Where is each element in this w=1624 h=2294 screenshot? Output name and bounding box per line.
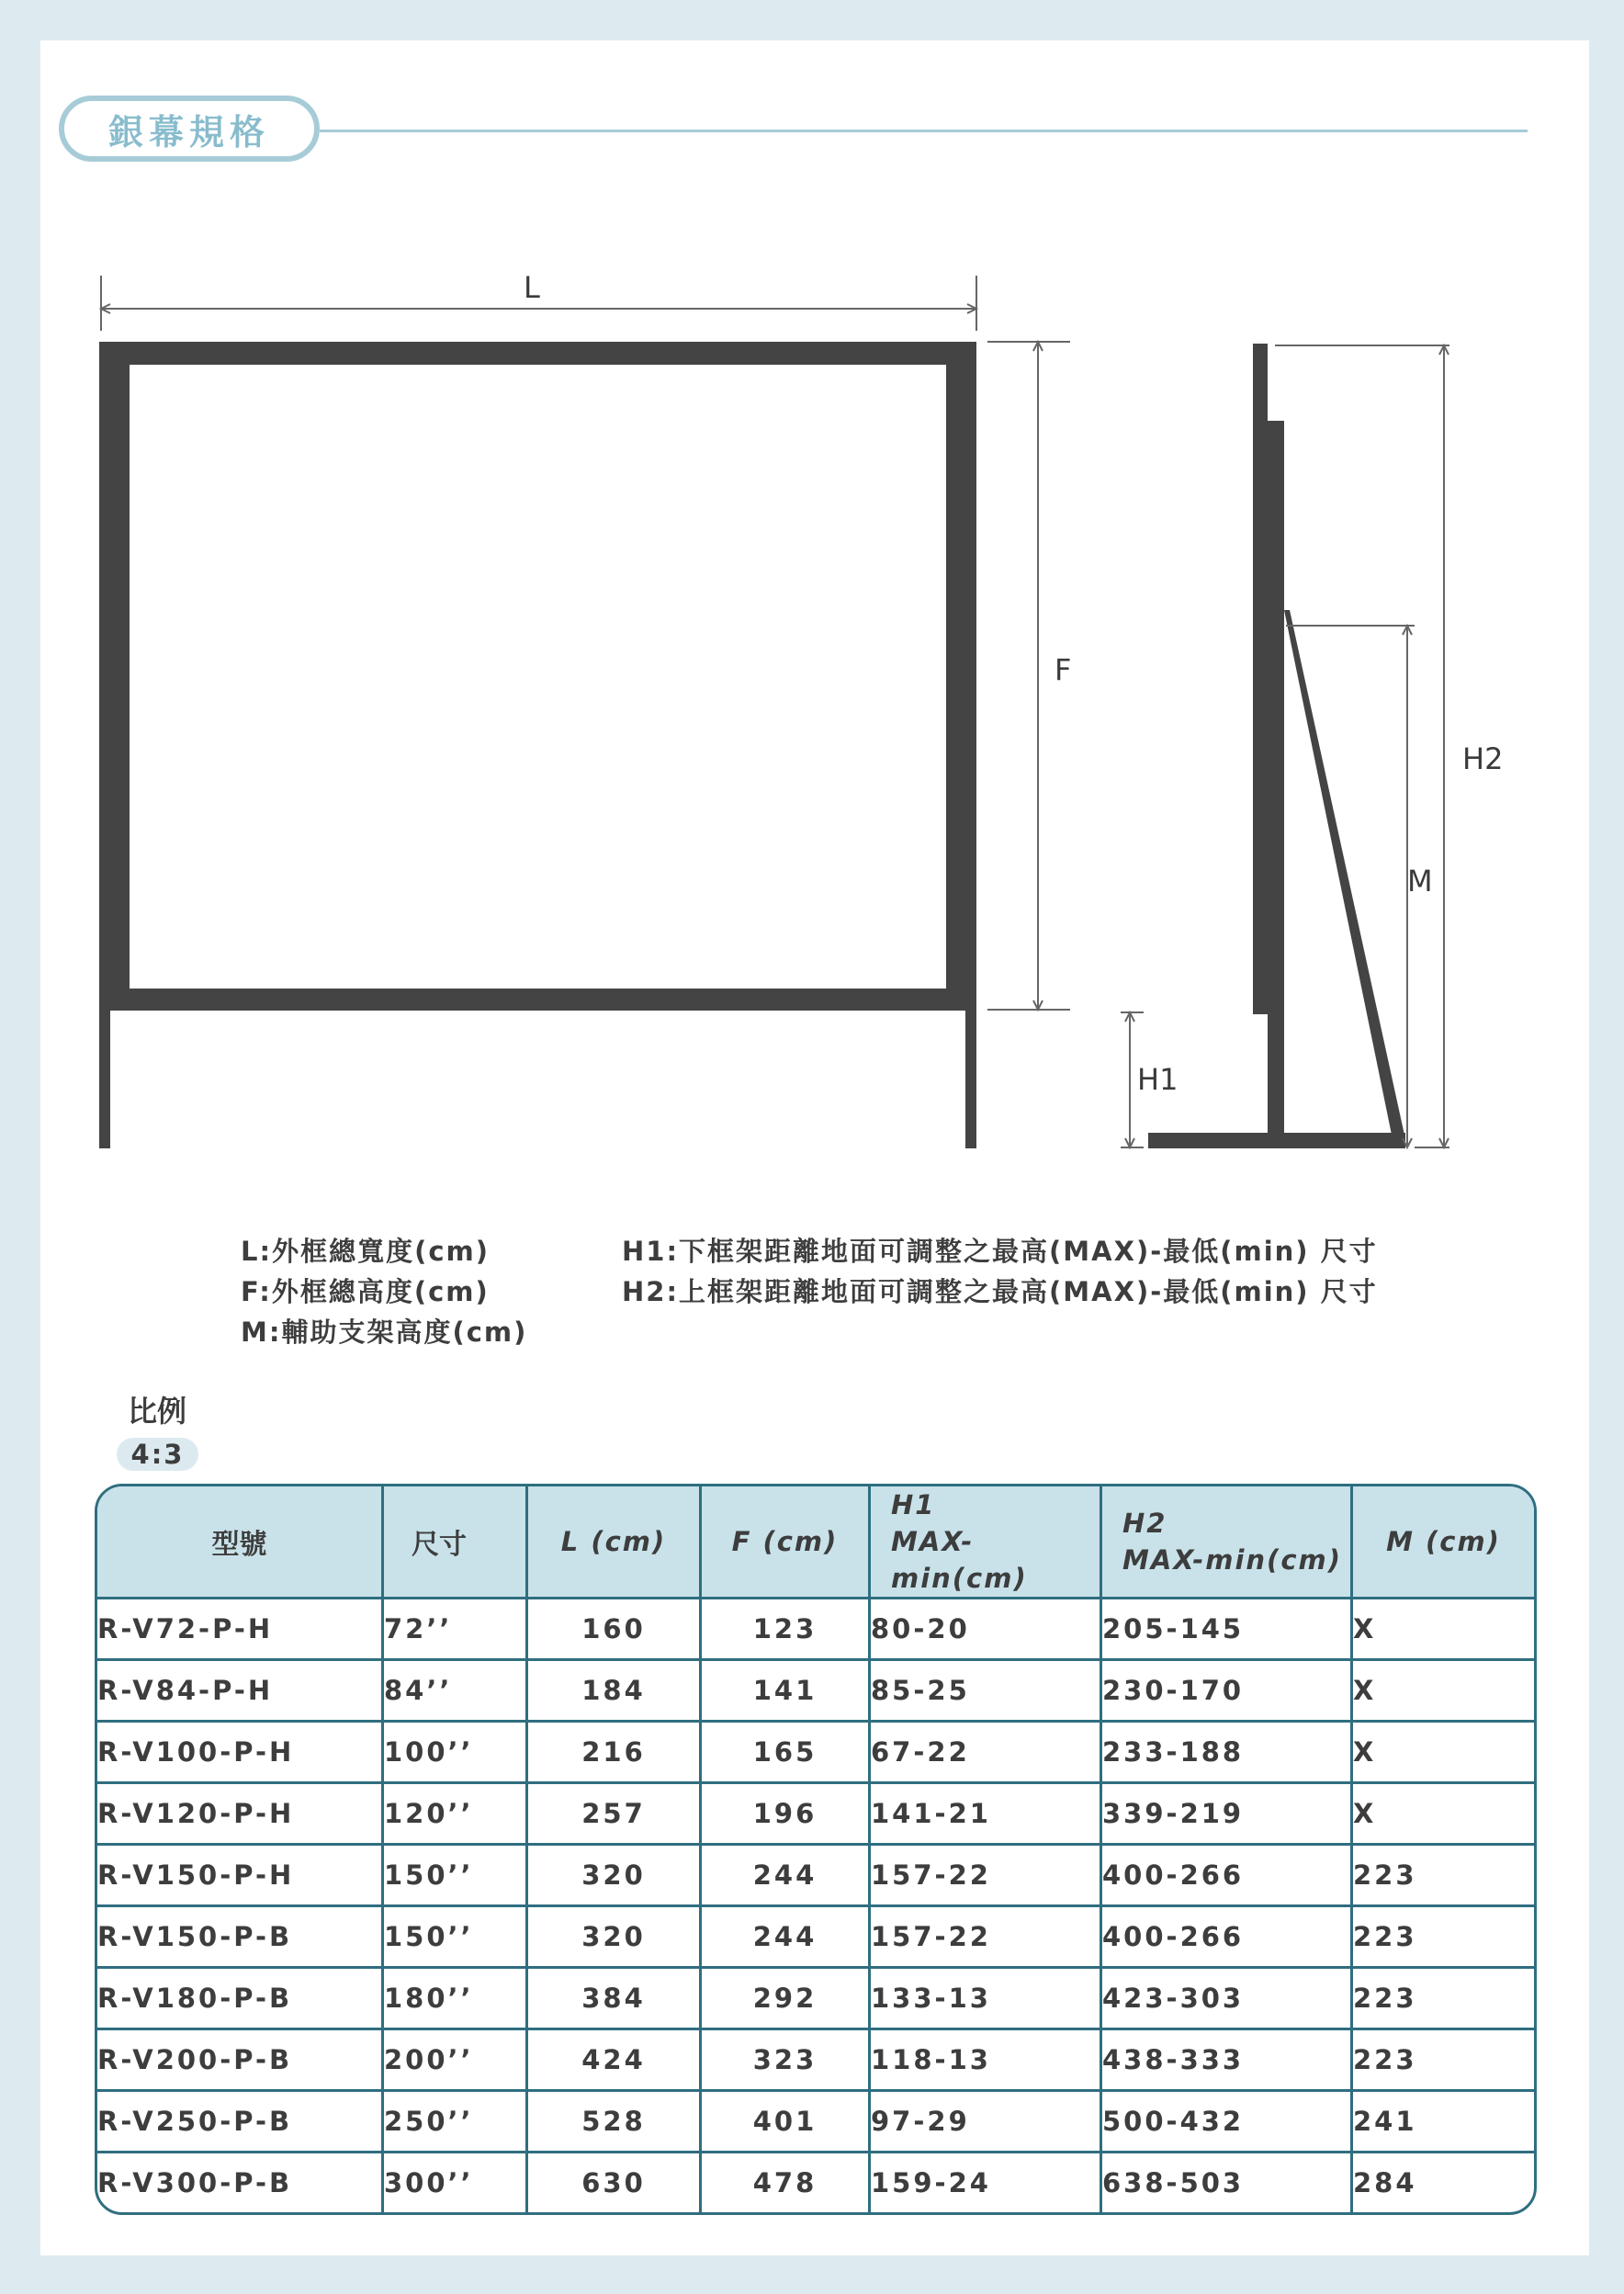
legend-L: L:外框總寬度(cm) (241, 1236, 490, 1267)
table-row (97, 1599, 1534, 1661)
cell-M: X (1353, 1661, 1534, 1723)
cell-H2: 500-432 (1102, 2092, 1353, 2153)
label-H2: H2 (1462, 741, 1504, 776)
cell-M: X (1353, 1599, 1534, 1661)
section-title: 銀幕規格 (59, 96, 320, 162)
cell-model: R-V150-P-H (97, 1846, 384, 1907)
header-H1 (871, 1486, 1102, 1599)
cell-M: 284 (1353, 2167, 1417, 2198)
cell-model: R-V300-P-B (97, 2153, 384, 2212)
header-model: 型號 (97, 1486, 384, 1599)
cell-size: 100’’ (384, 1723, 528, 1784)
header-H1-bottom: MAX-min(cm) (891, 1526, 1028, 1594)
cell-F: 244 (702, 1907, 871, 1969)
cell-H2: 233-188 (1102, 1723, 1353, 1784)
cell-H2: 438-333 (1102, 2030, 1353, 2092)
cell-size: 72’’ (384, 1599, 528, 1661)
label-L: L (524, 270, 540, 305)
cell-H1: 67-22 (871, 1723, 1102, 1784)
header-H1-top: H1 (891, 1489, 936, 1520)
cell-H2: 205-145 (1102, 1599, 1353, 1661)
legend-left (241, 1231, 527, 1352)
cell-size: 84’’ (384, 1661, 528, 1723)
cell-size: 120’’ (384, 1784, 528, 1846)
table-row (97, 2092, 1534, 2153)
cell-size: 180’’ (384, 1969, 528, 2030)
table-row (97, 1661, 1534, 1723)
cell-L: 184 (528, 1661, 702, 1723)
cell-H2: 339-219 (1102, 1784, 1353, 1846)
cell-model: R-V84-P-H (97, 1661, 384, 1723)
cell-H2: 400-266 (1102, 1907, 1353, 1969)
table-row (97, 1907, 1534, 1969)
cell-H2: 423-303 (1102, 1969, 1353, 2030)
cell-F: 123 (702, 1599, 871, 1661)
cell-L: 320 (528, 1846, 702, 1907)
cell-model: R-V200-P-B (97, 2030, 384, 2092)
cell-L: 216 (528, 1723, 702, 1784)
cell-M: 223 (1353, 2030, 1534, 2092)
cell-H2: 230-170 (1102, 1661, 1353, 1723)
cell-F: 323 (702, 2030, 871, 2092)
cell-model: R-V100-P-H (97, 1723, 384, 1784)
legend-right (622, 1231, 1378, 1312)
cell-size: 150’’ (384, 1846, 528, 1907)
table-row (97, 1846, 1534, 1907)
cell-H1: 85-25 (871, 1661, 1102, 1723)
table-header-row (97, 1486, 1534, 1599)
cell-L: 630 (528, 2153, 702, 2212)
header-H2 (1102, 1486, 1353, 1599)
cell-F: 292 (702, 1969, 871, 2030)
table-row (97, 1723, 1534, 1784)
cell-H1: 118-13 (871, 2030, 1102, 2092)
cell-M: 223 (1353, 1846, 1534, 1907)
cell-M: 241 (1353, 2092, 1534, 2153)
cell-M: 223 (1353, 1907, 1534, 1969)
cell-model: R-V72-P-H (97, 1599, 384, 1661)
side-view (1148, 344, 1405, 1148)
front-frame (99, 342, 976, 1148)
header-F: F (cm) (702, 1486, 871, 1599)
cell-model: R-V120-P-H (97, 1784, 384, 1846)
cell-F: 401 (702, 2092, 871, 2153)
table-row (97, 1784, 1534, 1846)
header-size: 尺寸 (384, 1486, 528, 1599)
legend-H2: H2:上框架距離地面可調整之最高(MAX)-最低(min) 尺寸 (622, 1276, 1378, 1307)
table-row (97, 1969, 1534, 2030)
cell-F: 244 (702, 1846, 871, 1907)
cell-model: R-V150-P-B (97, 1907, 384, 1969)
legend-F: F:外框總高度(cm) (241, 1276, 490, 1307)
cell-size: 300’’ (384, 2153, 528, 2212)
cell-H2: 400-266 (1102, 1846, 1353, 1907)
ratio-badge: 4:3 (117, 1438, 198, 1471)
cell-F: 196 (702, 1784, 871, 1846)
header-M: M (cm) (1353, 1486, 1534, 1599)
cell-H1: 157-22 (871, 1907, 1102, 1969)
cell-H1: 97-29 (871, 2092, 1102, 2153)
cell-H1: 133-13 (871, 1969, 1102, 2030)
cell-H1: 157-22 (871, 1846, 1102, 1907)
cell-size: 150’’ (384, 1907, 528, 1969)
header-H2-top: H2 (1122, 1508, 1167, 1539)
legend-H1: H1:下框架距離地面可調整之最高(MAX)-最低(min) 尺寸 (622, 1236, 1378, 1267)
cell-size: 200’’ (384, 2030, 528, 2092)
cell-model: R-V250-P-B (97, 2092, 384, 2153)
cell-L: 320 (528, 1907, 702, 1969)
table-row (97, 2030, 1534, 2092)
legend-M: M:輔助支架高度(cm) (241, 1317, 528, 1348)
label-M: M (1407, 864, 1433, 898)
cell-model: R-V180-P-B (97, 1969, 384, 2030)
label-F: F (1054, 652, 1072, 687)
cell-F: 478 (702, 2153, 871, 2212)
cell-L: 424 (528, 2030, 702, 2092)
cell-M: 223 (1353, 1969, 1534, 2030)
cell-H1: 159-24 (871, 2153, 1102, 2212)
cell-F: 165 (702, 1723, 871, 1784)
spec-table (95, 1484, 1537, 2215)
cell-L: 257 (528, 1784, 702, 1846)
label-H1: H1 (1137, 1062, 1179, 1097)
dimension-H2 (1275, 345, 1449, 1147)
cell-size: 250’’ (384, 2092, 528, 2153)
header-L: L (cm) (528, 1486, 702, 1599)
cell-F: 141 (702, 1661, 871, 1723)
header-H2-bottom: MAX-min(cm) (1122, 1544, 1342, 1576)
cell-H1: 141-21 (871, 1784, 1102, 1846)
cell-M: X (1353, 1784, 1534, 1846)
cell-L: 160 (528, 1599, 702, 1661)
cell-M: X (1353, 1723, 1534, 1784)
cell-H1: 80-20 (871, 1599, 1102, 1661)
cell-L: 384 (528, 1969, 702, 2030)
cell-L: 528 (528, 2092, 702, 2153)
cell-H2: 638-503 (1102, 2153, 1353, 2212)
ratio-label: 比例 (128, 1394, 187, 1429)
table-row (97, 2153, 1534, 2212)
